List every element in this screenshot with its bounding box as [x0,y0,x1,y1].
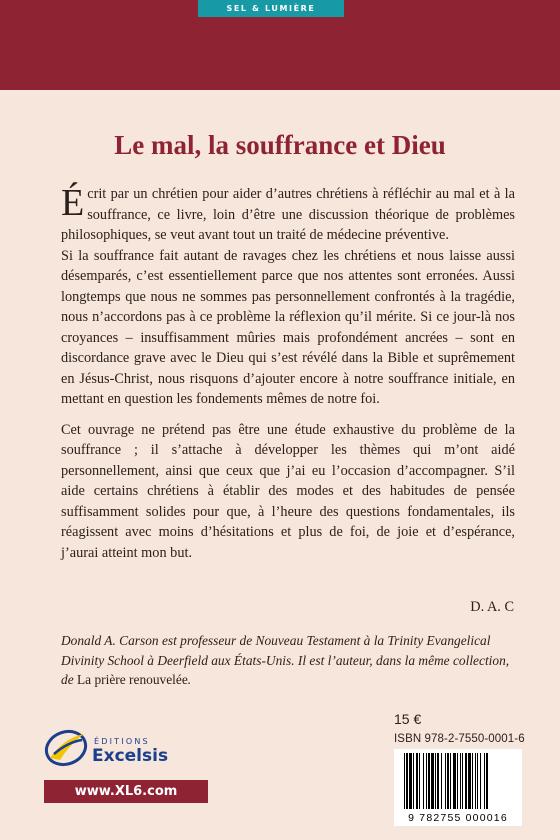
barcode [394,749,522,826]
paragraph-gap [61,410,515,420]
paragraph-1: Écrit par un chrétien pour aider d’autres chrétiens à réfléchir au mal et à la souffrance, ce livre, loin d’être une discussion théorique de problèmes philosophiques, se veut avant tout un traité de médecine préventive. [61,182,515,243]
price: 15 € [394,711,422,727]
publisher-name: Excelsis [92,746,169,766]
publisher-label: ÉDITIONS [94,737,150,746]
series-label: SEL & LUMIÈRE [198,0,344,17]
paragraph-3: Cet ouvrage ne prétend pas être une étude exhaustive du problème de la souffrance ; il s’attache à développer les thèmes qui m’ont aidé personnellement, ainsi que ceux que j’ai eu l’occasion d’accompagner. S’il aide certains chrétiens à établir des modes et des habitudes de pensée suffisamment solides pour que, à l’heure des questions fondamentales, ils réagissent avec moins d’hésitations et plus de foi, de joie et d’espérance, j’aurai atteint mon but. [61,421,515,561]
book-title: Le mal, la souffrance et Dieu [114,130,446,160]
paragraph-2: Si la souffrance fait autant de ravages chez les chrétiens et nous laisse aussi désemparés, c’est essentiellement parce que nos attentes sont erronées. Aussi longtemps que nous ne sommes pas personnellement confrontés à la tragédie, nous n’accordons pas à ce problème la réflexion qu’il mérite. Si ce jour-là nos croyances – insuffisamment mûries mais profondément ancrées – sont en discordance grave avec le Dieu qui s’est révélé dans la Bible et suprêmement en Jésus-Christ, nous risquons d’ajouter encore à notre souffrance initiale, en mettant en question les fondements mêmes de notre foi. [61,247,515,407]
isbn: ISBN 978-2-7550-0001-6 [394,733,525,745]
barcode-digits: 9 782755 000016 [408,812,508,824]
barcode-bars [404,753,512,809]
author-initials: D. A. C [470,599,514,615]
publisher-url[interactable]: www.XL6.com [44,780,208,803]
excelsis-swirl-icon [44,724,90,768]
related-book-title: La prière renouvelée [77,672,188,687]
author-bio-end: . [187,672,192,687]
author-bio-text: Donald A. Carson est professeur de Nouveau Testament à la Trinity Evangelical Divinity School à Deerfield aux États-Unis. Il est l’auteur, dans la même collection, de [61,633,510,687]
back-cover-text [61,184,515,563]
publisher-logo [44,724,224,770]
author-bio [61,631,517,690]
